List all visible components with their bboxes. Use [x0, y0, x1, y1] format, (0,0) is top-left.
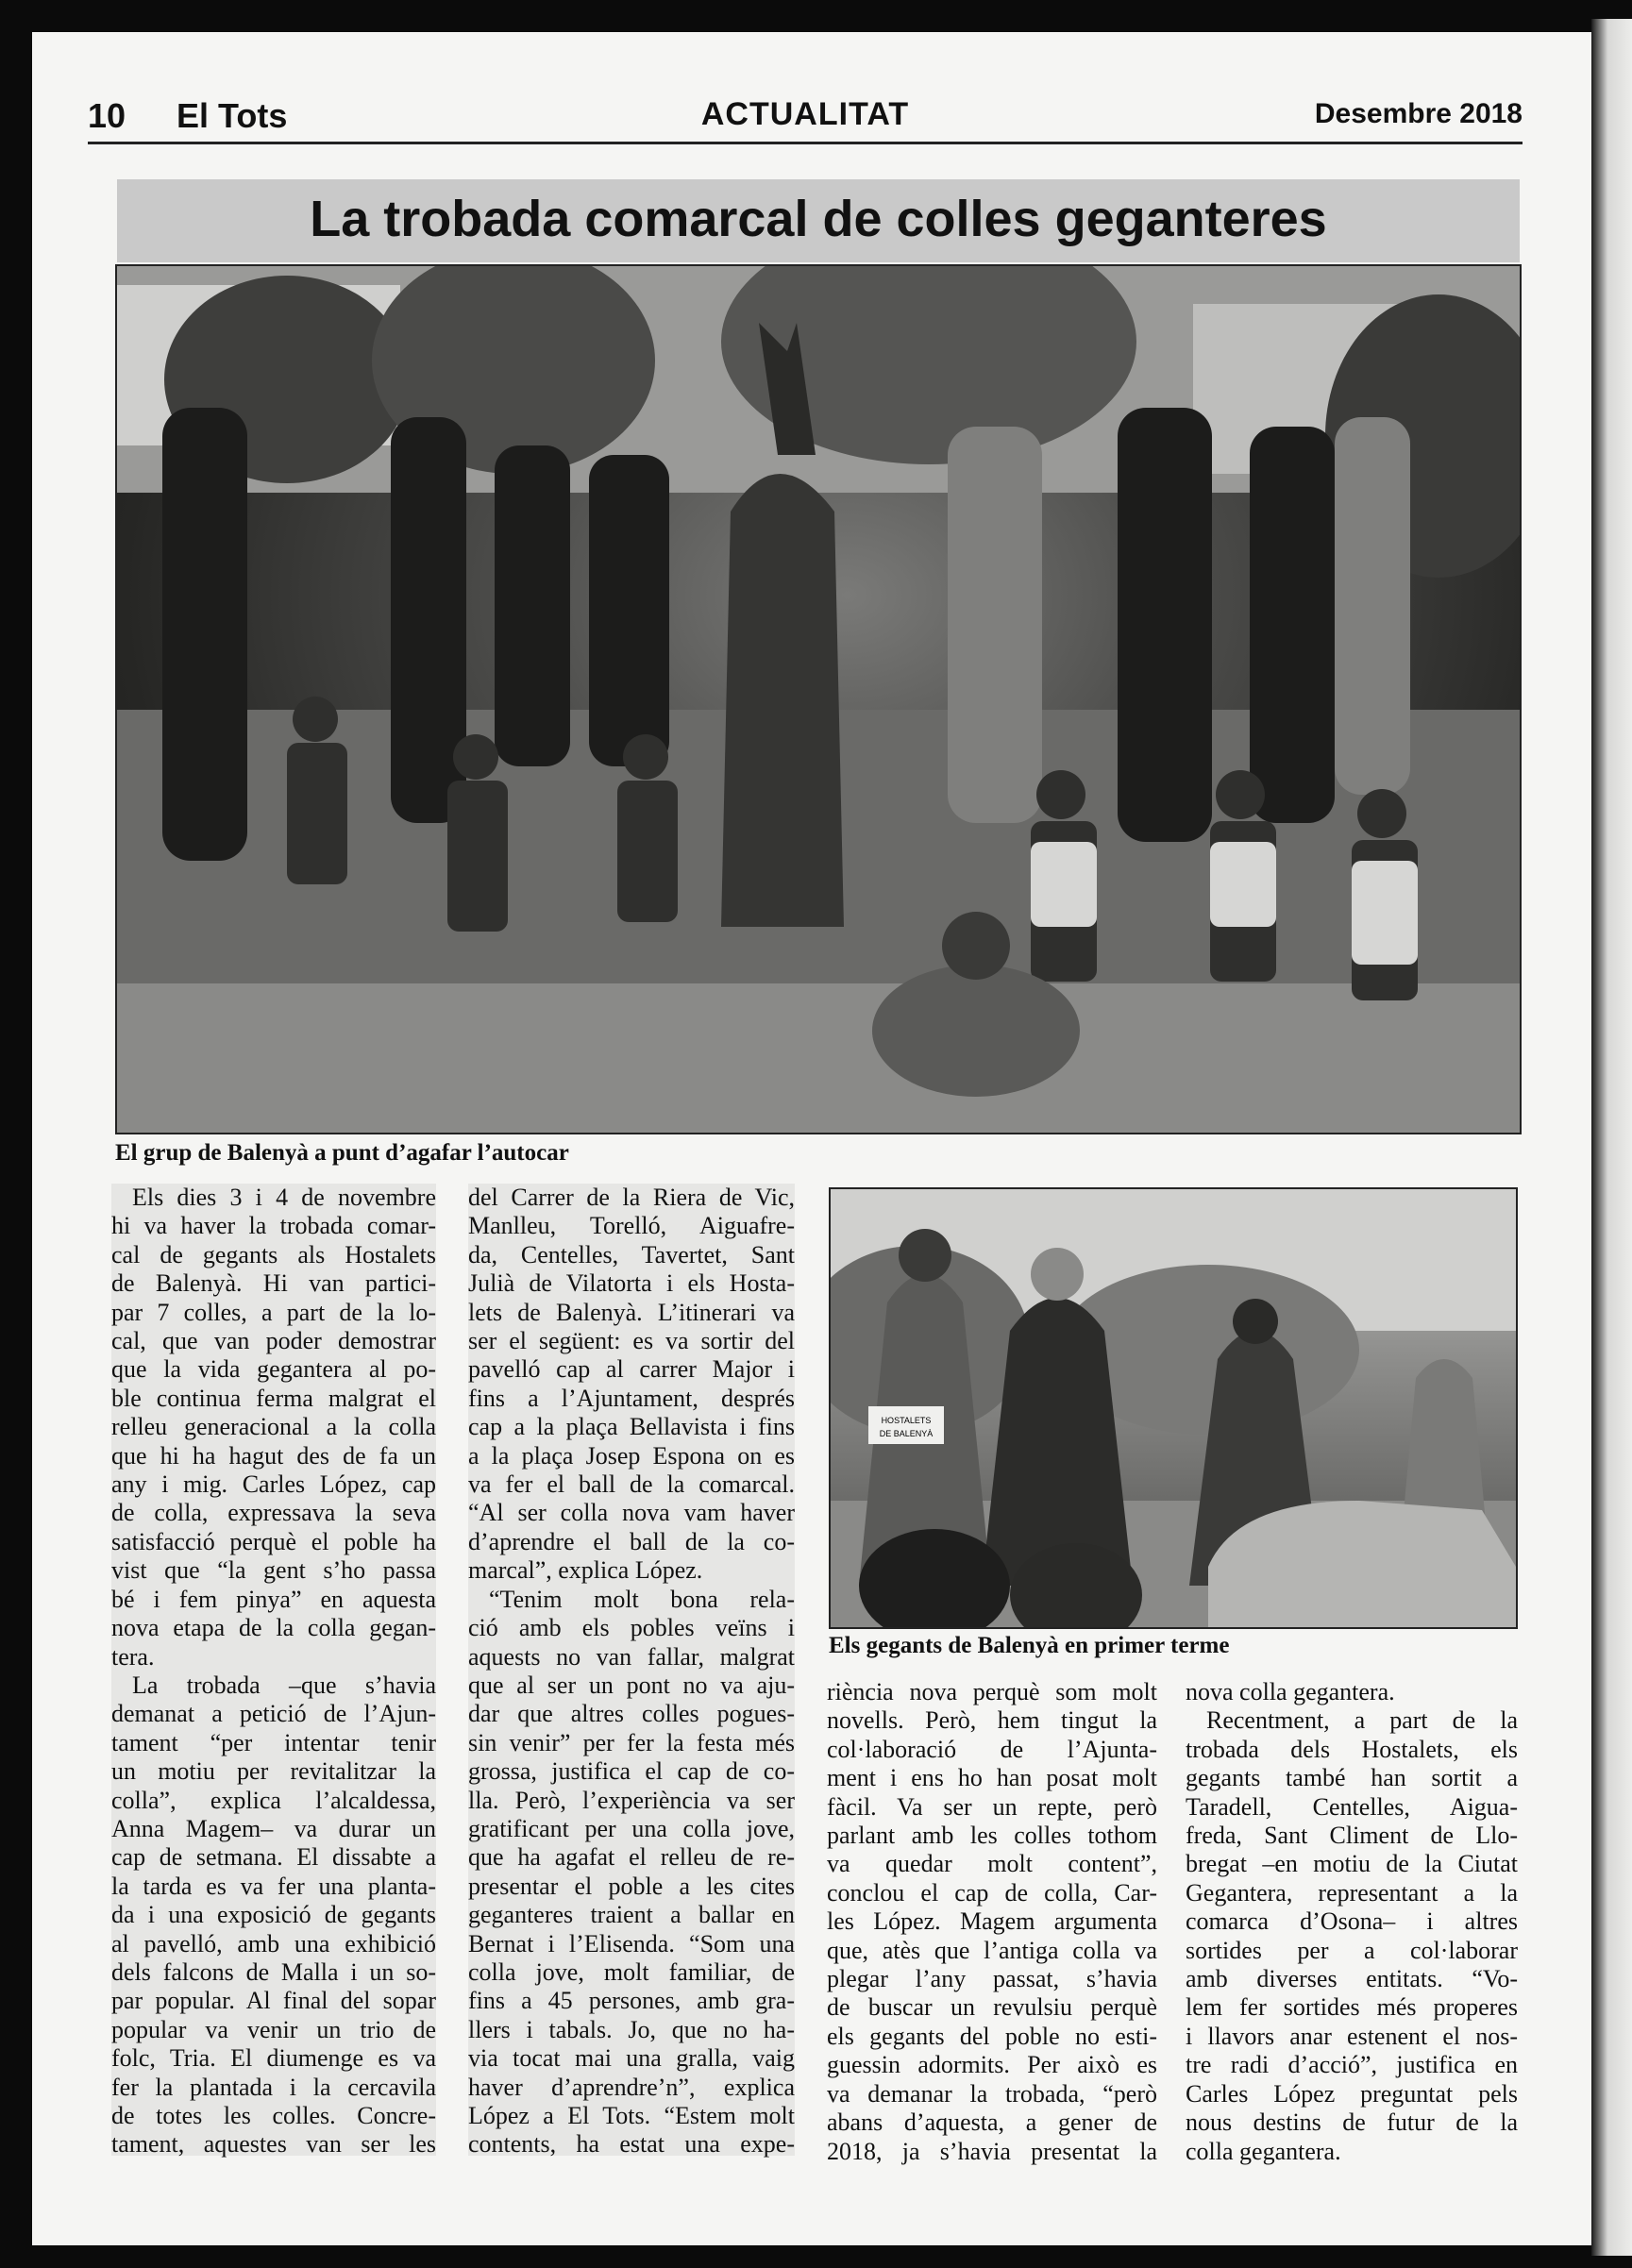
text-line: fàcil. Va ser un repte, però — [827, 1792, 1157, 1821]
text-line: via tocat mai una gralla, vaig — [468, 2044, 795, 2073]
text-line: abans d’aquesta, a gener de — [827, 2108, 1157, 2137]
text-line: lets de Balenyà. L’itinerari va — [468, 1298, 795, 1326]
text-line: plegar l’any passat, s’havia — [827, 1965, 1157, 1993]
text-line: del Carrer de la Riera de Vic, — [468, 1184, 795, 1211]
text-line: comarca d’Osona– i altres — [1186, 1907, 1518, 1936]
text-line: Bernat i l’Elisenda. “Som una — [468, 1929, 795, 1957]
text-line: Els dies 3 i 4 de novembre — [132, 1184, 436, 1211]
column-2-text — [468, 1184, 795, 2159]
text-line: haver d’aprendre’n”, explica — [468, 2073, 795, 2101]
text-line: any i mig. Carles López, cap — [111, 1470, 436, 1499]
text-line: novells. Però, hem tingut la — [827, 1706, 1157, 1735]
text-line: popular va venir un trio de — [111, 2015, 436, 2043]
text-line: ble continua ferma malgrat el — [111, 1384, 436, 1412]
photo-main-caption: El grup de Balenyà a punt d’agafar l’autocar — [115, 1140, 569, 1166]
text-line: va demanar la trobada, “però — [827, 2079, 1157, 2108]
text-line: folc, Tria. El diumenge es va — [111, 2044, 436, 2073]
text-line: freda, Sant Climent de Llo- — [1186, 1822, 1518, 1850]
text-line: Recentment, a part de la — [1206, 1706, 1518, 1735]
text-line: Gegantera, representant a la — [1186, 1878, 1518, 1907]
text-line: fins a 45 persones, amb gra- — [468, 1987, 795, 2015]
text-line: que hi ha hagut des de fa un — [111, 1441, 436, 1470]
photo-gegants-group — [115, 264, 1522, 1134]
text-line: cal de gegants als Hostalets — [111, 1240, 436, 1268]
text-line: va fer el ball de la comarcal. — [468, 1470, 795, 1499]
text-line: nous destins de futur de la — [1186, 2108, 1518, 2137]
sign-line-1: HOSTALETS — [881, 1416, 932, 1425]
publication-name: El Tots — [177, 96, 288, 135]
text-line: nova colla gegantera. — [1186, 1678, 1395, 1705]
text-line: contents, ha estat una expe- — [468, 2130, 795, 2159]
text-line: Manlleu, Torelló, Aiguafre- — [468, 1212, 795, 1240]
text-line: colla jove, molt familiar, de — [468, 1957, 795, 1986]
column-3-text — [827, 1678, 1157, 2166]
text-line: “Tenim molt bona rela- — [489, 1585, 795, 1613]
page-header — [88, 96, 1523, 140]
text-line: Taradell, Centelles, Aigua- — [1186, 1792, 1518, 1821]
text-line: conclou el cap de colla, Car- — [827, 1878, 1157, 1907]
text-line: colla gegantera. — [1186, 2137, 1341, 2165]
text-line: fins a l’Ajuntament, després — [468, 1384, 795, 1412]
text-line: da i una exposició de gegants — [111, 1901, 436, 1929]
article-column-2 — [468, 1184, 795, 2159]
text-line: tera. — [111, 1642, 155, 1671]
text-line: parlant amb les colles tothom — [827, 1822, 1157, 1850]
text-line: tament “per intentar tenir — [111, 1728, 436, 1756]
text-line: tament, aquestes van ser les — [111, 2130, 436, 2159]
text-line: Julià de Vilatorta i els Hosta- — [468, 1269, 795, 1298]
text-line: i llavors anar estenent el nos- — [1186, 2022, 1518, 2050]
text-line: riència nova perquè som molt — [827, 1678, 1157, 1705]
text-line: guessin adormits. Per això es — [827, 2051, 1157, 2079]
column-1-text — [111, 1184, 436, 2159]
sign-line-2: DE BALENYÀ — [879, 1429, 934, 1438]
text-line: trobada dels Hostalets, els — [1186, 1735, 1518, 1763]
text-line: relleu generacional a la colla — [111, 1413, 436, 1441]
text-line: gegants també han sortit a — [1186, 1764, 1518, 1792]
text-line: par popular. Al final del sopar — [111, 1987, 436, 2015]
issue-date: Desembre 2018 — [1314, 98, 1523, 129]
section-title: ACTUALITAT — [700, 96, 910, 132]
text-line: llers i tabals. Jo, que no ha- — [468, 2015, 795, 2043]
text-line: la tarda es va fer una planta- — [111, 1872, 436, 1900]
text-line: de totes les colles. Concre- — [111, 2102, 436, 2129]
text-line: que al ser un pont no va aju- — [468, 1671, 795, 1699]
text-line: ser el següent: es va sortir del — [468, 1327, 795, 1355]
text-line: dels falcons de Malla i un so- — [111, 1957, 436, 1986]
text-line: lla. Però, l’experiència va ser — [468, 1786, 795, 1814]
text-line: va quedar molt content”, — [827, 1850, 1157, 1878]
text-line: satisfacció perquè el poble ha — [111, 1527, 436, 1555]
text-line: ment i ens ho han posat molt — [827, 1764, 1157, 1792]
text-line: les López. Magem argumenta — [827, 1907, 1157, 1936]
text-line: amb diverses entitats. “Vo- — [1186, 1965, 1518, 1993]
text-line: Anna Magem– va durar un — [111, 1814, 436, 1842]
page-number: 10 — [88, 96, 126, 135]
text-line: de buscar un revulsiu perquè — [827, 1993, 1157, 2022]
article-title: La trobada comarcal de colles geganteres — [117, 179, 1520, 262]
text-line: sin venir” per fer la festa més — [468, 1728, 795, 1756]
text-line: vist que “la gent s’ho passa — [111, 1556, 436, 1585]
text-line: tre radi d’acció”, justifica en — [1186, 2051, 1518, 2079]
photo-second-caption: Els gegants de Balenyà en primer terme — [829, 1633, 1230, 1658]
text-line: da, Centelles, Tavertet, Sant — [468, 1240, 795, 1268]
text-line: cap de setmana. El dissabte a — [111, 1843, 436, 1872]
text-line: cal, que van poder demostrar — [111, 1327, 436, 1355]
text-line: par 7 colles, a part de la lo- — [111, 1298, 436, 1326]
text-line: hi va haver la trobada comar- — [111, 1212, 436, 1240]
text-line: nova etapa de la colla gegan- — [111, 1614, 436, 1642]
article-column-3 — [827, 1678, 1157, 2165]
text-line: aquests no van fallar, malgrat — [468, 1642, 795, 1671]
text-line: geganteres traient a ballar en — [468, 1901, 795, 1929]
text-line: Carles López preguntat pels — [1186, 2079, 1518, 2108]
page-edge — [1591, 19, 1632, 2256]
text-line: marcal”, explica López. — [468, 1556, 703, 1585]
text-line: ció amb els pobles veïns i — [468, 1614, 795, 1642]
text-line: d’aprendre el ball de la co- — [468, 1527, 795, 1555]
text-line: que ha agafat el relleu de re- — [468, 1843, 795, 1872]
text-line: dar que altres colles pogues- — [468, 1700, 795, 1728]
text-line: presentar el poble a les cites — [468, 1872, 795, 1900]
text-line: López a El Tots. “Estem molt — [468, 2102, 795, 2129]
text-line: demanat a petició de l’Ajun- — [111, 1700, 436, 1728]
text-line: sortides per a col·laborar — [1186, 1936, 1518, 1964]
text-line: La trobada –que s’havia — [132, 1671, 436, 1699]
text-line: a la plaça Josep Espona on es — [468, 1441, 795, 1470]
text-line: pavelló cap al carrer Major i — [468, 1355, 795, 1384]
header-rule — [88, 142, 1523, 144]
text-line: un motiu per revitalitzar la — [111, 1757, 436, 1786]
text-line: els gegants del poble no esti- — [827, 2022, 1157, 2050]
text-line: al pavelló, amb una exhibició — [111, 1929, 436, 1957]
text-line: de colla, expressava la seva — [111, 1499, 436, 1527]
article-column-1 — [111, 1184, 436, 2159]
text-line: col·laboració de l’Ajunta- — [827, 1735, 1157, 1763]
photo-gegants-foreground — [829, 1187, 1518, 1629]
text-line: “Al ser colla nova vam haver — [468, 1499, 795, 1527]
text-line: cap a la plaça Bellavista i fins — [468, 1413, 795, 1441]
text-line: de Balenyà. Hi van partici- — [111, 1269, 436, 1298]
text-line: lem fer sortides més properes — [1186, 1993, 1518, 2022]
text-line: fer la plantada i la cercavila — [111, 2073, 436, 2101]
text-line: gratificant per una colla jove, — [468, 1814, 795, 1842]
column-4-text — [1186, 1678, 1518, 2166]
text-line: bregat –en motiu de la Ciutat — [1186, 1850, 1518, 1878]
text-line: bé i fem pinya” en aquesta — [111, 1585, 436, 1613]
article-column-4 — [1186, 1678, 1518, 2165]
text-line: colla”, explica l’alcaldessa, — [111, 1786, 436, 1814]
text-line: que, atès que l’antiga colla va — [827, 1936, 1157, 1964]
text-line: que la vida gegantera al po- — [111, 1355, 436, 1384]
text-line: grossa, justifica el cap de co- — [468, 1757, 795, 1786]
text-line: 2018, ja s’havia presentat la — [827, 2137, 1157, 2165]
